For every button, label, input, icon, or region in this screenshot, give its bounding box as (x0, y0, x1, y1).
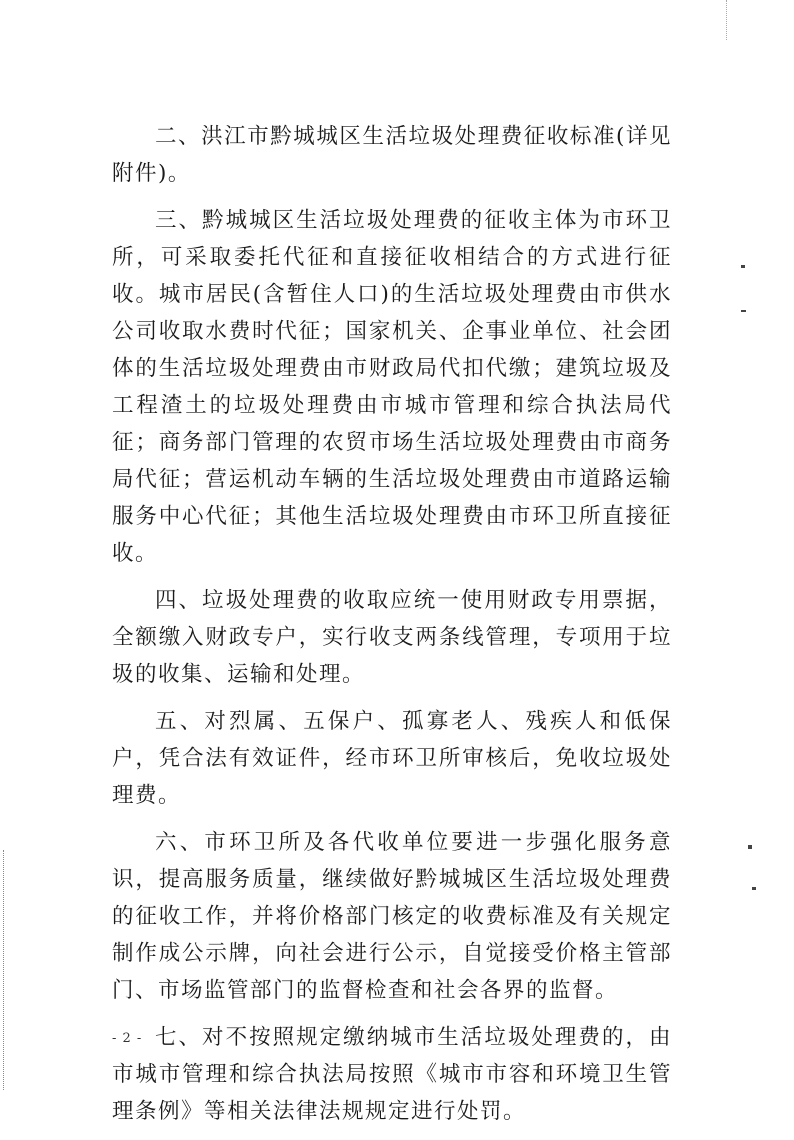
paragraph-4: 四、垃圾处理费的收取应统一使用财政专用票据，全额缴入财政专户，实行收支两条线管理，专项用于垃圾的收集、运输和处理。 (112, 588, 672, 687)
scan-speck (752, 887, 756, 890)
paragraph-5: 五、对烈属、五保户、孤寡老人、残疾人和低保户，凭合法有效证件，经市环卫所审核后，免收垃圾处理费。 (112, 709, 672, 808)
scan-speck (748, 845, 752, 849)
scan-speck (741, 310, 746, 312)
scan-artifact (726, 0, 728, 40)
paragraph-7: 七、对不按照规定缴纳城市生活垃圾处理费的，由市城市管理和综合执法局按照《城市市容和环境卫生管理条例》等相关法律法规规定进行处罚。 (112, 1025, 672, 1124)
scan-speck (741, 265, 745, 268)
paragraph-6: 六、市环卫所及各代收单位要进一步强化服务意识，提高服务质量，继续做好黔城城区生活垃圾处理费的征收工作，并将价格部门核定的收费标准及有关规定制作成公示牌，向社会进行公示，自觉接受价格主管部门、市场监管部门的监督检查和社会各界的监督。 (112, 830, 672, 1003)
document-body (112, 118, 672, 1140)
page-number: - 2 - (112, 1031, 143, 1046)
scan-artifact (3, 850, 5, 1090)
paragraph-2: 二、洪江市黔城城区生活垃圾处理费征收标准(详见附件)。 (112, 124, 672, 186)
paragraph-3: 三、黔城城区生活垃圾处理费的征收主体为市环卫所，可采取委托代征和直接征收相结合的方式进行征收。城市居民(含暂住人口)的生活垃圾处理费由市供水公司收取水费时代征；国家机关、企事业单位、社会团体的生活垃圾处理费由市财政局代扣代缴；建筑垃圾及工程渣土的垃圾处理费由市城市管理和综合执法局代征；商务部门管理的农贸市场生活垃圾处理费由市商务局代征；营运机动车辆的生活垃圾处理费由市道路运输服务中心代征；其他生活垃圾处理费由市环卫所直接征收。 (112, 208, 672, 566)
